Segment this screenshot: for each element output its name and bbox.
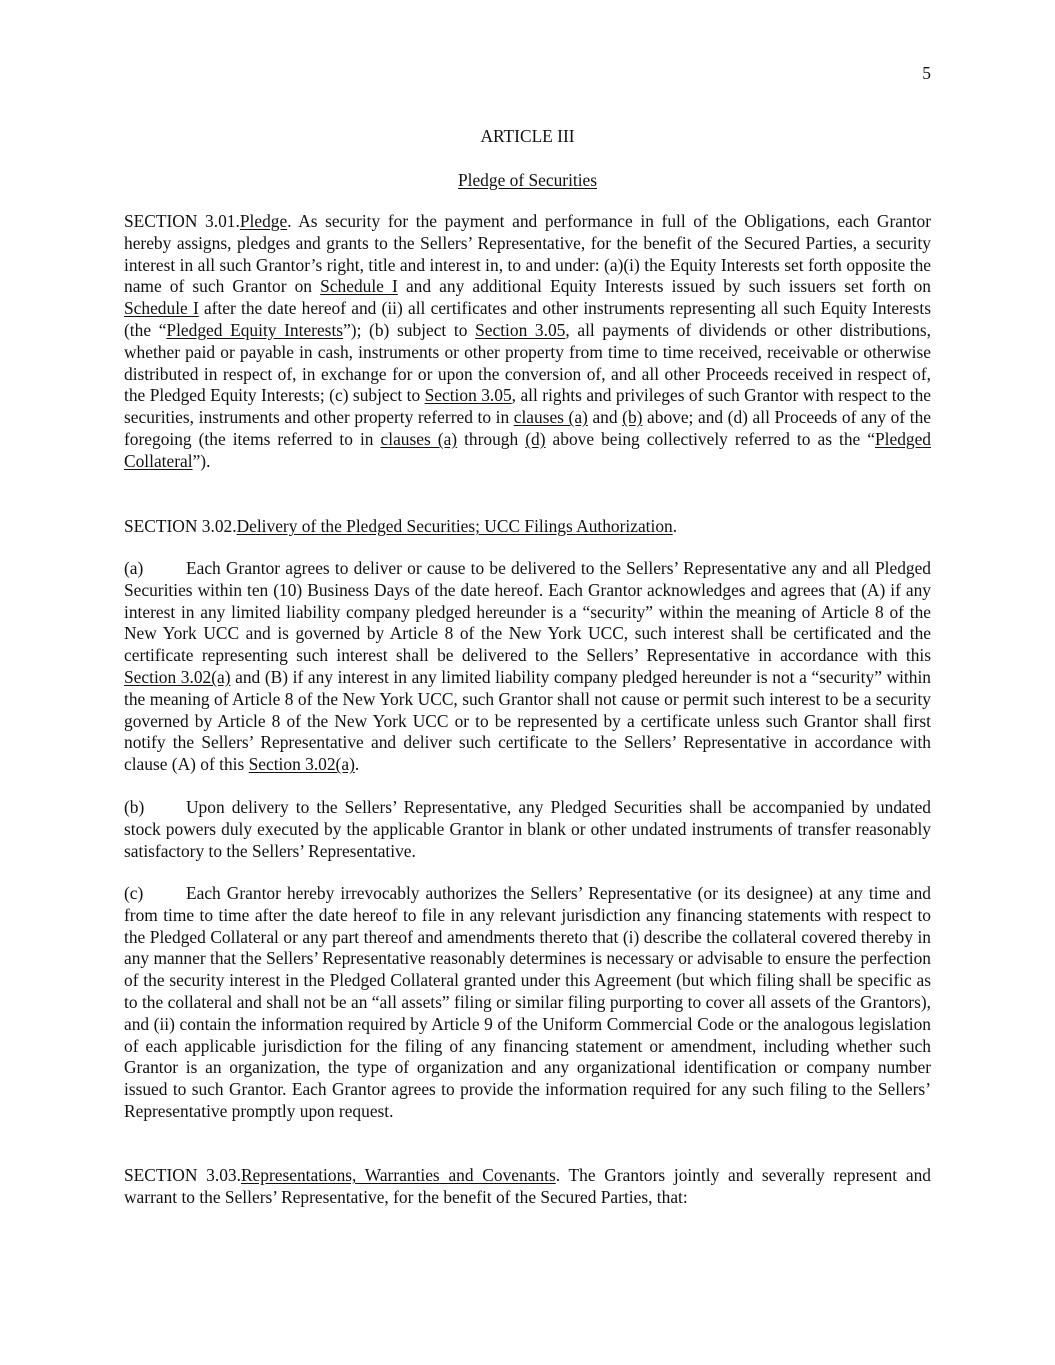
cross-reference: clauses (a) [513, 407, 588, 428]
text-run: . [672, 516, 678, 536]
text-run: ”). [192, 450, 211, 471]
section-label: SECTION 3.03. [124, 1165, 241, 1185]
text-run: through [457, 428, 526, 449]
section-label: SECTION 3.01. [124, 211, 240, 231]
section-title: Delivery of the Pledged Securities; UCC Filings Authorization [236, 516, 673, 536]
cross-reference: Section 3.02(a) [124, 666, 231, 687]
section-3-01-paragraph [124, 211, 931, 473]
section-3-02-heading [124, 516, 931, 538]
section-title: Representations, Warranties and Covenants [240, 1165, 556, 1185]
text-run: above being collectively referred to as the “ [545, 428, 875, 449]
section-title: Pledge [239, 211, 288, 231]
text-run: , all payments of dividends or other distributions, whether paid or payable in cash, instruments or other property from time to time received, receivable or otherwise distributed in respect of, in exchange for or upon the conversion of, and all other Proceeds received in respect of, the Pledged Equity Interests; (c) subject to [124, 319, 932, 406]
text-run: , all rights and privileges of such Grantor with respect to the securities, instruments and other property referred to in [124, 385, 931, 428]
cross-reference: Section 3.05 [424, 385, 512, 406]
section-label: SECTION 3.02. [124, 516, 237, 536]
text-run: . As security for the payment and performance in full of the Obligations, each Grantor hereby assigns, pledges and grants to the Sellers’ Representative, for the benefit of the Secured Parties, a security interest in all such Grantor’s right, title and interest in, to and under: (a)(i) the Equity Interests set forth opposite the name of such Grantor on [124, 211, 931, 297]
clause-marker: (c) [124, 883, 144, 903]
text-run: Each Grantor hereby irrevocably authorizes the Sellers’ Representative (or its designee) at any time and from time to time after the date hereof to file in any relevant jurisdiction any financing statements with respect to the Pledged Collateral or any part thereof and amendments thereto that (i) describe the collateral covered thereby in any manner that the Sellers’ Representative reasonably determines is necessary or advisable to ensure the perfection of the security interest in the Pledged Collateral granted under this Agreement (but which filing shall be specific as to the collateral and shall not be an “all assets” filing or similar filing purporting to cover all assets of the Grantors), and (ii) contain the information required by Article 9 of the Uniform Commercial Code or the analogous legislation of each applicable jurisdiction for the filing of any financing statement or amendment, including whether such Grantor is an organization, the type of organization and any organizational identification or company number issued to such Grantor. Each Grantor agrees to provide the information required for any such filing to the Sellers’ Representative promptly upon request. [124, 883, 931, 1121]
text-run: ”); (b) subject to [343, 319, 476, 340]
text-run: and [587, 407, 623, 428]
text-run: . [354, 754, 360, 775]
text-run: Upon delivery to the Sellers’ Representative, any Pledged Securities shall be accompanied by undated stock powers duly executed by the applicable Grantor in blank or other undated instruments of transfer reasonably satisfactory to the Sellers’ Representative. [124, 797, 931, 861]
section-3-02-c-paragraph [124, 883, 931, 1123]
text-run: . The Grantors jointly and severally represent and warrant to the Sellers’ Representative, for the benefit of the Secured Parties, that: [124, 1165, 931, 1207]
cross-reference: Section 3.02(a) [248, 754, 355, 775]
text-run: Each Grantor agrees to deliver or cause to be delivered to the Sellers’ Representative any and all Pledged Securities within ten (10) Business Days of the date hereof. Each Grantor acknowledges and agrees that (A) if any interest in any limited liability company pledged hereunder is a “security” within the meaning of Article 8 of the New York UCC and is governed by Article 8 of the New York UCC, such interest shall be certificated and the certificate representing such interest shall be delivered to the Sellers’ Representative in accordance with this [124, 558, 931, 666]
cross-reference: (d) [525, 428, 546, 449]
article-heading: ARTICLE III [480, 126, 575, 146]
cross-reference: (b) [622, 407, 643, 428]
text-run: and any additional Equity Interests issued by such issuers set forth on [397, 276, 931, 297]
section-3-03-paragraph [124, 1165, 931, 1209]
article-subheading: Pledge of Securities [457, 170, 598, 190]
cross-reference: Schedule I [320, 276, 398, 297]
defined-term: Pledged Equity Interests [166, 319, 344, 340]
cross-reference: clauses (a) [380, 428, 458, 449]
cross-reference: Schedule I [124, 298, 199, 319]
clause-marker: (a) [124, 558, 144, 578]
text-run: above; and (d) all Proceeds of any of the foregoing (the items referred to in [124, 407, 931, 449]
page-number: 5 [922, 63, 931, 83]
cross-reference: Section 3.05 [475, 319, 566, 340]
clause-marker: (b) [124, 797, 145, 817]
section-3-02-b-paragraph [124, 797, 931, 862]
text-run: after the date hereof and (ii) all certificates and other instruments representing all such Equity Interests (the “ [124, 298, 931, 340]
section-3-02-a-paragraph [124, 558, 931, 776]
defined-term: Pledged Collateral [124, 428, 931, 471]
text-run: and (B) if any interest in any limited liability company pledged hereunder is not a “security” within the meaning of Article 8 of the New York UCC, such Grantor shall not cause or permit such interest to be a security governed by Article 8 of the New York UCC or to be represented by a certificate unless such Grantor shall first notify the Sellers’ Representative and deliver such certificate to the Sellers’ Representative in accordance with clause (A) of this [124, 666, 931, 775]
